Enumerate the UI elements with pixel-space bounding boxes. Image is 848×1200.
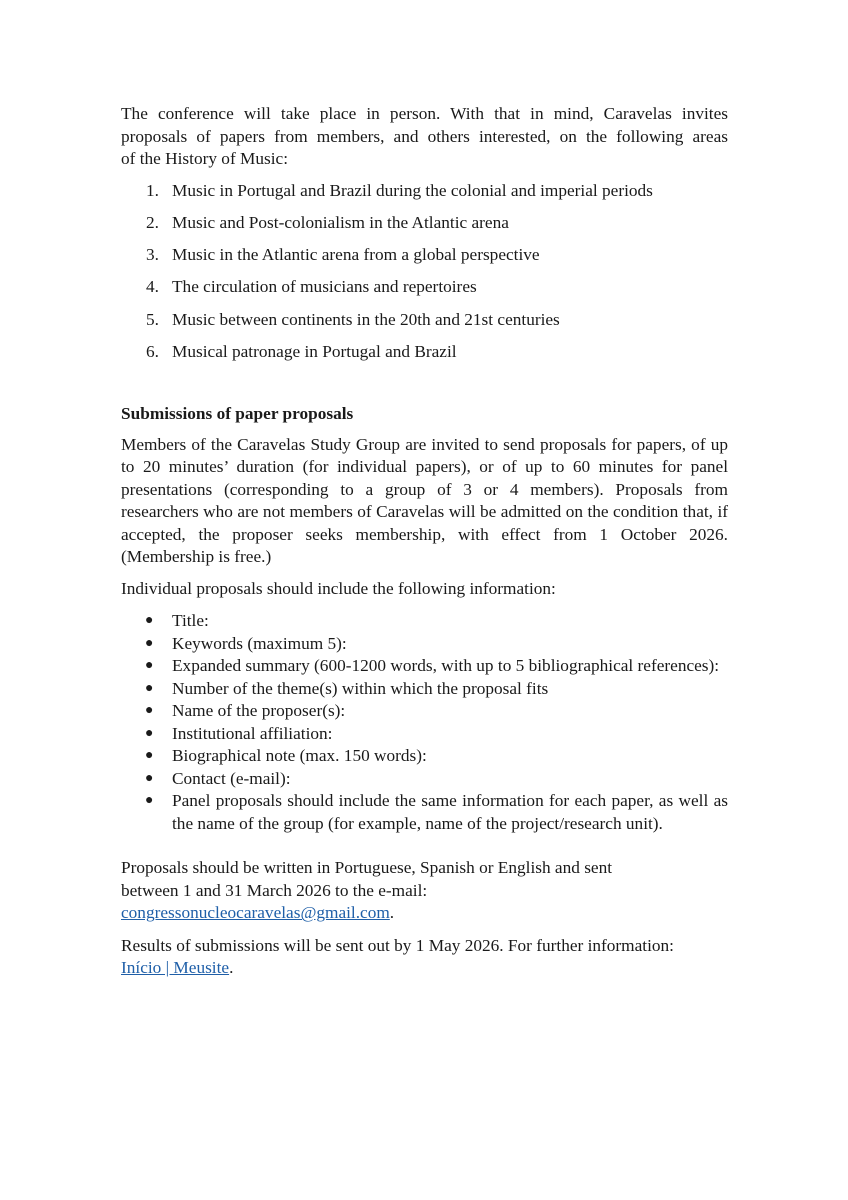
proposal-field-text: Name of the proposer(s): — [172, 701, 346, 721]
theme-number: 5. — [146, 309, 159, 329]
proposal-field-text: Number of the theme(s) within which the proposal fits — [172, 678, 549, 698]
bullet-icon: ● — [145, 635, 154, 651]
theme-number: 6. — [146, 341, 159, 361]
theme-text: Music between continents in the 20th and 21st centuries — [172, 309, 560, 329]
theme-item — [121, 309, 728, 332]
proposal-field-text: Institutional affiliation: — [172, 723, 333, 743]
theme-text: Musical patronage in Portugal and Brazil — [172, 341, 457, 361]
proposal-field-item — [121, 678, 728, 701]
theme-text: Music in the Atlantic arena from a global perspective — [172, 245, 540, 265]
theme-item — [121, 276, 728, 299]
bullet-icon: ● — [145, 680, 154, 696]
theme-number: 3. — [146, 245, 159, 265]
proposal-field-text: Panel proposals should include the same information for each paper, as well as the name of the group (for example, name of the project/research unit). — [172, 791, 728, 833]
language-line-2: between 1 and 31 March 2026 to the e-mail: — [121, 880, 428, 900]
email-link[interactable]: congressonucleocaravelas@gmail.com — [121, 903, 390, 923]
theme-text: The circulation of musicians and repertoires — [172, 277, 477, 297]
bullet-icon: ● — [145, 793, 154, 809]
document-page — [121, 103, 728, 980]
theme-item — [121, 341, 728, 364]
proposal-field-item — [121, 633, 728, 656]
results-paragraph — [121, 935, 728, 980]
theme-item — [121, 180, 728, 203]
proposal-field-text: Biographical note (max. 150 words): — [172, 746, 427, 766]
results-text: Results of submissions will be sent out by 1 May 2026. For further information: — [121, 935, 674, 955]
proposal-field-text: Keywords (maximum 5): — [172, 633, 347, 653]
proposal-field-text: Title: — [172, 611, 209, 631]
bullet-icon: ● — [145, 748, 154, 764]
theme-text: Music in Portugal and Brazil during the colonial and imperial periods — [172, 180, 653, 200]
intro-paragraph — [121, 103, 728, 171]
intro-line-1: The conference will take place in person. With that in mind, Caravelas invites — [121, 104, 728, 123]
theme-number: 4. — [146, 277, 159, 297]
proposal-fields-list — [121, 610, 728, 835]
submissions-paragraph: Members of the Caravelas Study Group are invited to send proposals for papers, of up to 20 minutes’ duration (for individual papers), or of up to 60 minutes for panel presentations (corresponding to a group of 3 or 4 members). Proposals from researchers who are not members of Caravelas will be admitted on the condition that, if accepted, the proposer seeks membership, with effect from 1 October 2026. (Membership is free.) — [121, 434, 728, 567]
proposal-field-text: Contact (e-mail): — [172, 768, 291, 788]
bullet-icon: ● — [145, 703, 154, 719]
intro-line-3: of the History of Music: — [121, 149, 289, 168]
bullet-icon: ● — [145, 770, 154, 786]
bullet-icon: ● — [145, 725, 154, 741]
themes-list — [121, 180, 728, 364]
email-suffix: . — [389, 903, 395, 923]
proposal-field-text: Expanded summary (600-1200 words, with up to 5 bibliographical references): — [172, 656, 720, 676]
proposal-field-item — [121, 768, 728, 791]
proposal-field-item — [121, 745, 728, 768]
proposal-field-item — [121, 700, 728, 723]
proposal-field-item — [121, 610, 728, 633]
theme-item — [121, 244, 728, 267]
theme-number: 1. — [146, 180, 159, 200]
theme-item — [121, 212, 728, 235]
submissions-heading: Submissions of paper proposals — [121, 404, 354, 424]
bullet-icon: ● — [145, 658, 154, 674]
proposal-field-item — [121, 790, 728, 835]
theme-text: Music and Post-colonialism in the Atlantic arena — [172, 212, 509, 232]
intro-line-2: proposals of papers from members, and others interested, on the following areas — [121, 126, 728, 146]
bullet-icon: ● — [145, 613, 154, 629]
language-paragraph — [121, 857, 728, 925]
proposal-field-item — [121, 723, 728, 746]
proposal-field-item — [121, 655, 728, 678]
website-link-suffix: . — [229, 958, 234, 978]
individual-proposals-intro: Individual proposals should include the following information: — [121, 578, 556, 598]
language-line-1: Proposals should be written in Portuguese, Spanish or English and sent — [121, 858, 613, 878]
website-link[interactable]: Início | Meusite — [121, 958, 230, 978]
theme-number: 2. — [146, 212, 159, 232]
